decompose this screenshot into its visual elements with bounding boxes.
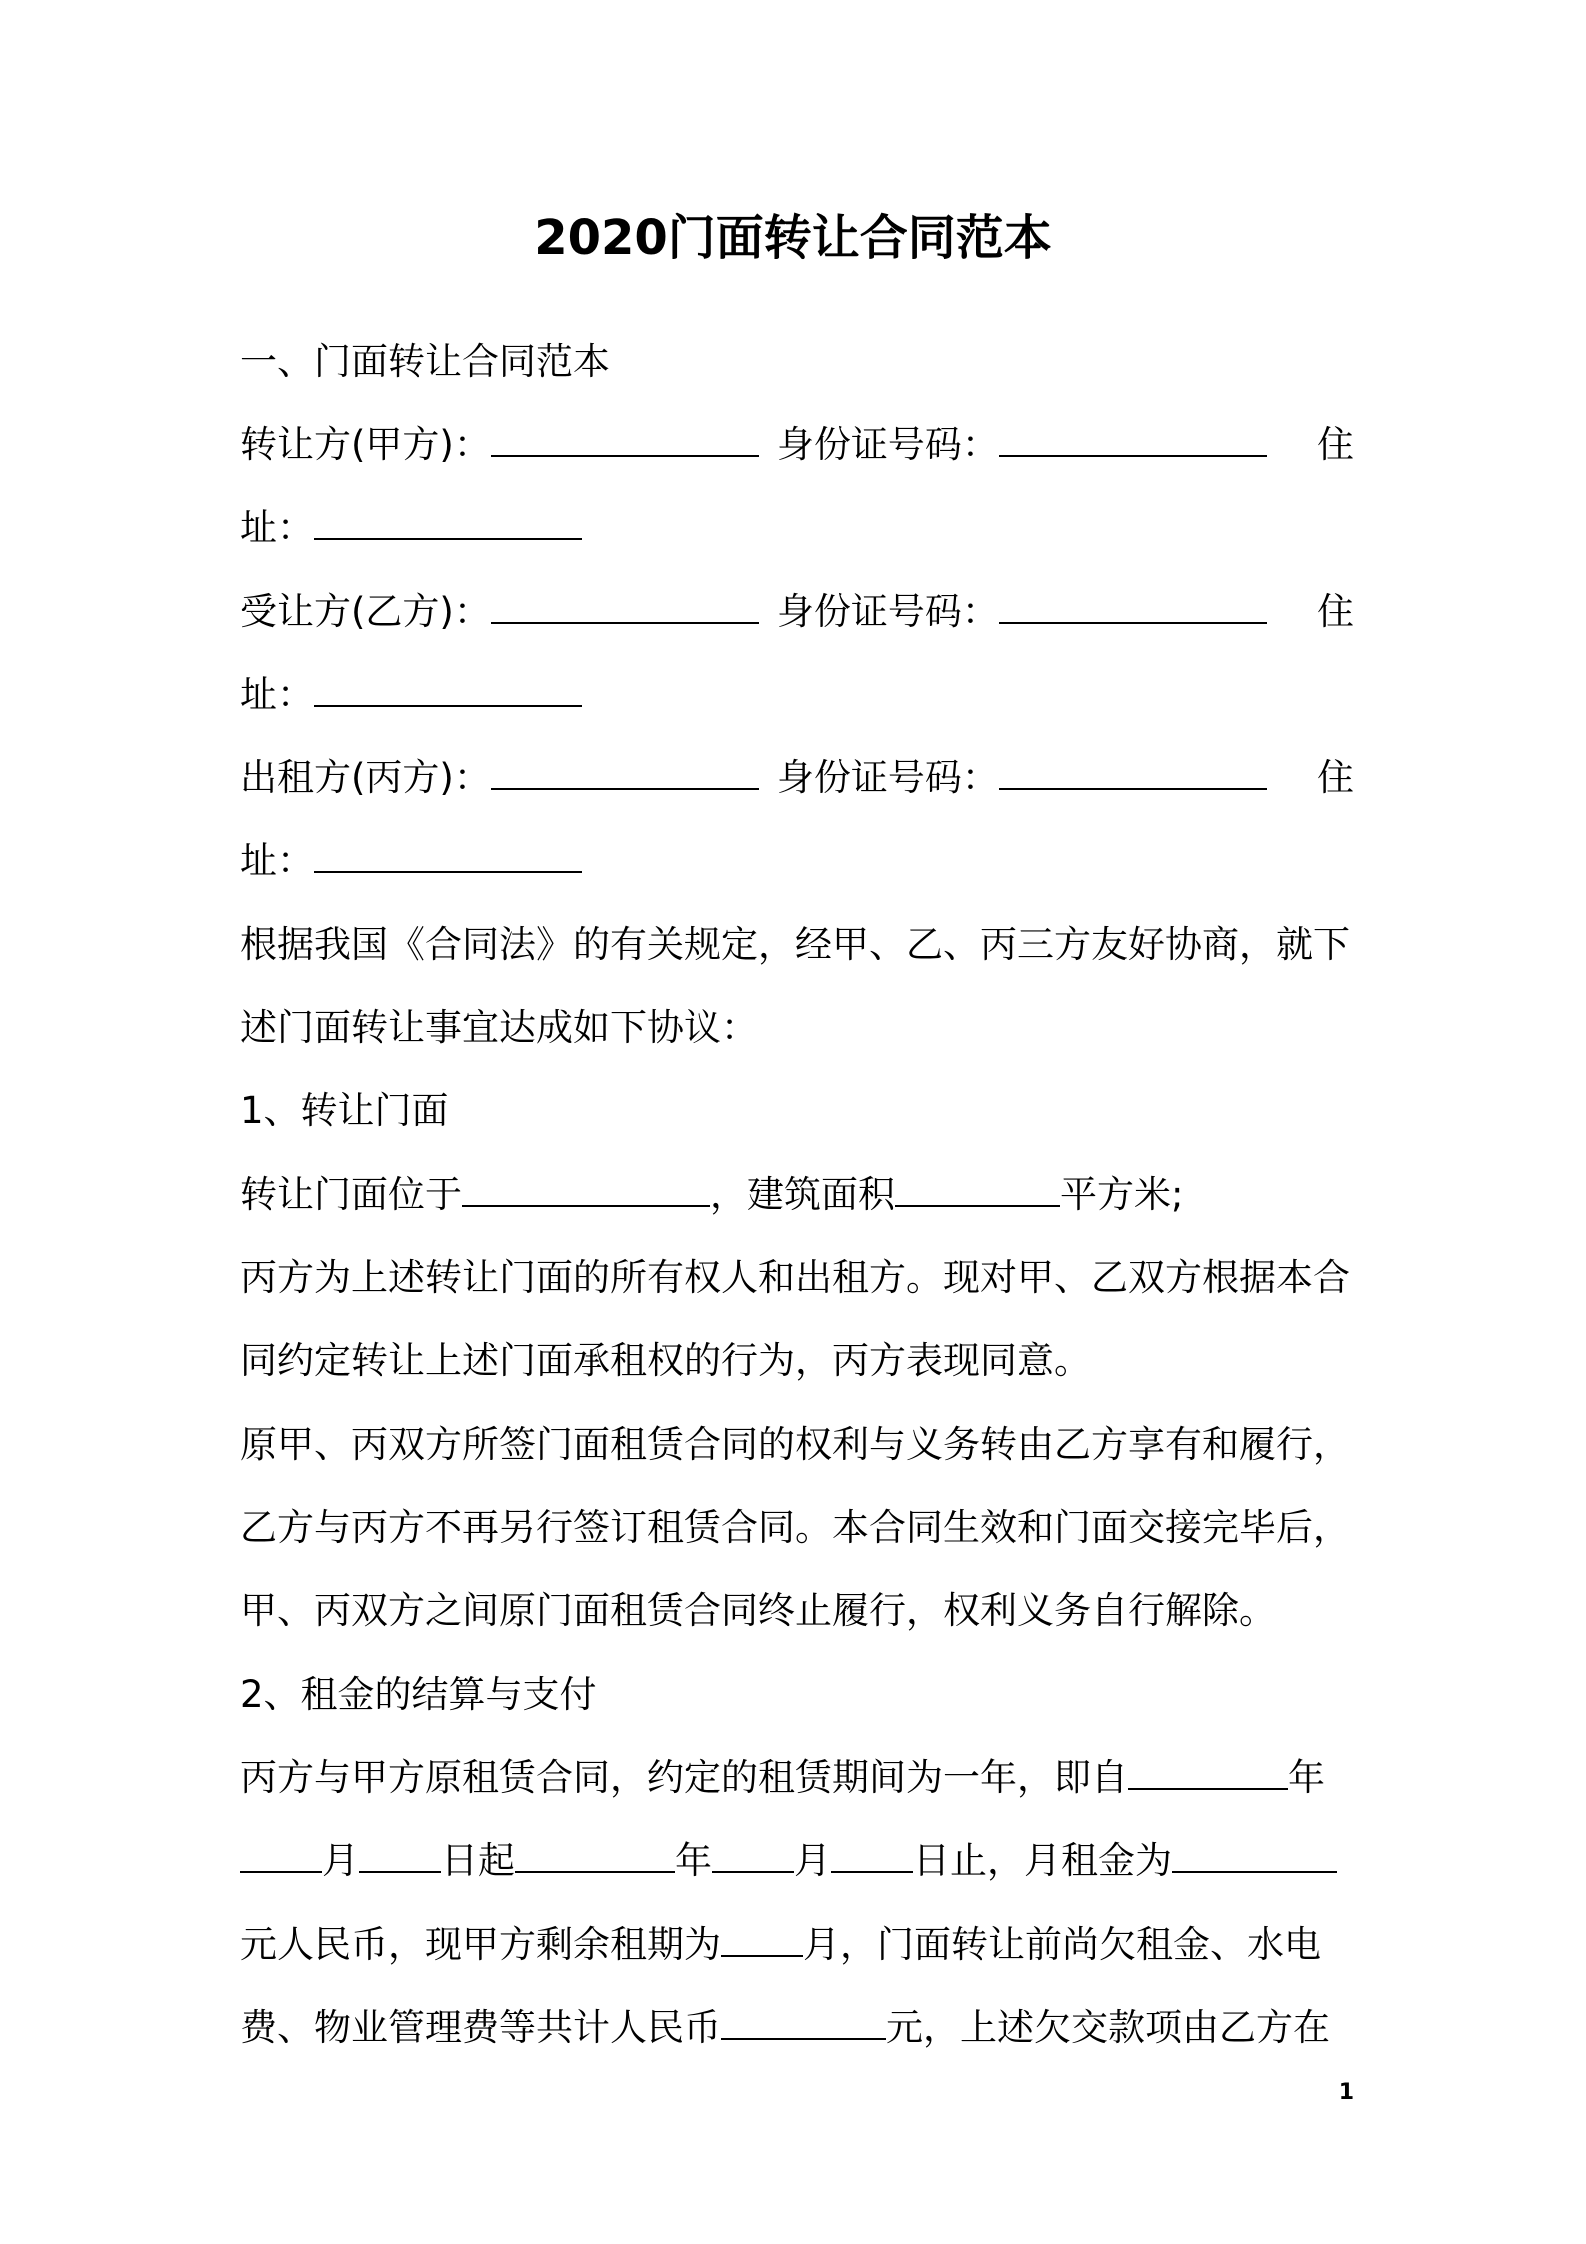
clause-1-p1-line-1: 丙方为上述转让门面的所有权人和出租方。现对甲、乙双方根据本合	[240, 1256, 1350, 1299]
party-c-addr-label-1: 住	[1317, 756, 1354, 799]
party-a-address-blank[interactable]	[314, 504, 582, 540]
clause-2-line-2	[240, 1831, 1354, 1891]
clause-1-p2-line-2: 乙方与丙方不再另行签订租赁合同。本合同生效和门面交接完毕后，	[240, 1506, 1350, 1549]
start-year-blank[interactable]	[1128, 1754, 1288, 1790]
arrears-text: 月，门面转让前尚欠租金、水电	[803, 1923, 1321, 1966]
total-arrears-text: 费、物业管理费等共计人民币	[240, 2006, 721, 2049]
location-prefix: 转让门面位于	[240, 1173, 462, 1216]
party-c-id-label: 身份证号码：	[776, 756, 999, 799]
day-to-label: 日止	[913, 1839, 987, 1882]
clause-1-location-line	[240, 1165, 1354, 1225]
section-heading: 一、门面转让合同范本	[240, 340, 610, 383]
party-a-line	[240, 415, 1354, 475]
end-day-blank[interactable]	[831, 1837, 913, 1873]
party-c-address-blank[interactable]	[314, 837, 582, 873]
month-label: 月	[322, 1839, 359, 1882]
party-a-label: 转让方(甲方)：	[240, 423, 491, 466]
location-blank[interactable]	[462, 1171, 710, 1207]
party-a-name-blank[interactable]	[491, 421, 759, 457]
start-month-blank[interactable]	[240, 1837, 322, 1873]
party-a-id-label: 身份证号码：	[776, 423, 999, 466]
start-day-blank[interactable]	[359, 1837, 441, 1873]
arrears-tail-text: 元，上述欠交款项由乙方在	[886, 2006, 1330, 2049]
end-year-blank[interactable]	[515, 1837, 675, 1873]
party-c-name-blank[interactable]	[491, 754, 759, 790]
day-from-label: 日起	[441, 1839, 515, 1882]
party-a-address-line	[240, 498, 1354, 558]
clause-1-p1-line-2: 同约定转让上述门面承租权的行为，丙方表现同意。	[240, 1339, 1091, 1382]
intro-line-2: 述门面转让事宜达成如下协议：	[240, 1006, 758, 1049]
year-label: 年	[1288, 1756, 1325, 1799]
clause-2-line-4	[240, 1998, 1354, 2058]
clause-1-p2-line-3: 甲、丙双方之间原门面租赁合同终止履行，权利义务自行解除。	[240, 1589, 1276, 1632]
intro-line-1: 根据我国《合同法》的有关规定，经甲、乙、丙三方友好协商，就下	[240, 923, 1350, 966]
party-c-id-blank[interactable]	[999, 754, 1267, 790]
party-c-addr-label-2: 址：	[240, 839, 314, 882]
party-a-addr-label-1: 住	[1317, 423, 1354, 466]
year-label-2: 年	[675, 1839, 712, 1882]
document-title: 2020门面转让合同范本	[534, 210, 1052, 266]
page-number: 1	[1338, 2080, 1354, 2105]
party-b-address-line	[240, 665, 1354, 725]
lease-period-text: 丙方与甲方原租赁合同，约定的租赁期间为一年，即自	[240, 1756, 1128, 1799]
party-b-addr-label-2: 址：	[240, 673, 314, 716]
clause-1-p2-line-1: 原甲、丙双方所签门面租赁合同的权利与义务转由乙方享有和履行，	[240, 1423, 1350, 1466]
remaining-months-blank[interactable]	[721, 1921, 803, 1957]
party-b-id-blank[interactable]	[999, 588, 1267, 624]
clause-2-line-1	[240, 1748, 1354, 1808]
party-c-address-line	[240, 831, 1354, 891]
party-b-name-blank[interactable]	[491, 588, 759, 624]
party-c-label: 出租方(丙方)：	[240, 756, 491, 799]
clause-1-heading: 1、转让门面	[240, 1089, 449, 1132]
clause-2-heading: 2、租金的结算与支付	[240, 1673, 597, 1716]
arrears-amount-blank[interactable]	[721, 2004, 886, 2040]
area-blank[interactable]	[895, 1171, 1060, 1207]
clause-2-line-3	[240, 1915, 1354, 1975]
monthly-rent-blank[interactable]	[1172, 1837, 1337, 1873]
month-label-2: 月	[794, 1839, 831, 1882]
party-b-id-label: 身份证号码：	[776, 590, 999, 633]
rent-text: ，月租金为	[987, 1839, 1172, 1882]
area-unit: 平方米;	[1060, 1173, 1184, 1216]
party-b-label: 受让方(乙方)：	[240, 590, 491, 633]
party-b-line	[240, 582, 1354, 642]
party-a-addr-label-2: 址：	[240, 506, 314, 549]
area-text: ，建筑面积	[710, 1173, 895, 1216]
party-c-line	[240, 748, 1354, 808]
party-a-id-blank[interactable]	[999, 421, 1267, 457]
remaining-term-text: 元人民币，现甲方剩余租期为	[240, 1923, 721, 1966]
party-b-address-blank[interactable]	[314, 671, 582, 707]
party-b-addr-label-1: 住	[1317, 590, 1354, 633]
end-month-blank[interactable]	[712, 1837, 794, 1873]
